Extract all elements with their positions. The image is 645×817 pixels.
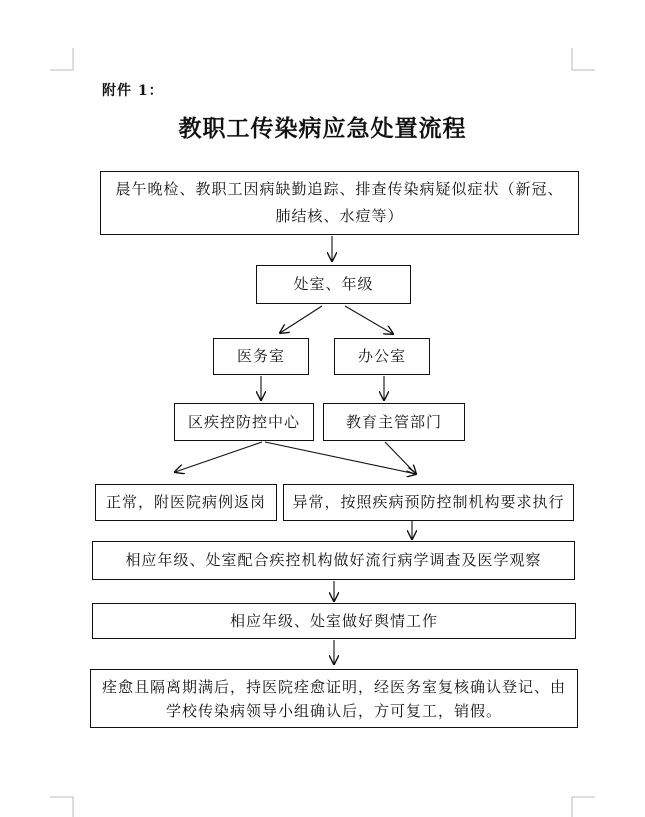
arrow-n5-n8 — [265, 442, 416, 474]
node-abnormal-follow-cdc: 异常，按照疾病预防控制机构要求执行 — [283, 484, 574, 521]
arrow-n5-n7 — [175, 442, 262, 472]
arrow-n6-n8 — [385, 442, 416, 474]
arrow-n2-n4 — [345, 306, 393, 334]
node-clinic: 医务室 — [213, 338, 309, 375]
node-epidemiology-investigation: 相应年级、处室配合疾控机构做好流行病学调查及医学观察 — [92, 541, 575, 580]
attachment-label: 附件 1： — [102, 83, 164, 99]
node-district-cdc: 区疾控防控中心 — [174, 403, 314, 441]
node-office-grade: 处室、年级 — [256, 265, 411, 304]
node-return-to-work: 痊愈且隔离期满后，持医院痊愈证明，经医务室复核确认登记、由学校传染病领导小组确认后，方可复工，销假。 — [90, 669, 578, 728]
node-admin-office: 办公室 — [334, 338, 430, 375]
arrow-n2-n3 — [280, 306, 322, 333]
node-public-opinion: 相应年级、处室做好舆情工作 — [92, 603, 576, 639]
node-normal-return: 正常，附医院病例返岗 — [95, 484, 277, 521]
node-education-dept: 教育主管部门 — [323, 403, 465, 441]
node-daily-checks: 晨午晚检、教职工因病缺勤追踪、排查传染病疑似症状（新冠、肺结核、水痘等） — [100, 171, 579, 235]
page-title: 教职工传染病应急处置流程 — [178, 115, 467, 142]
